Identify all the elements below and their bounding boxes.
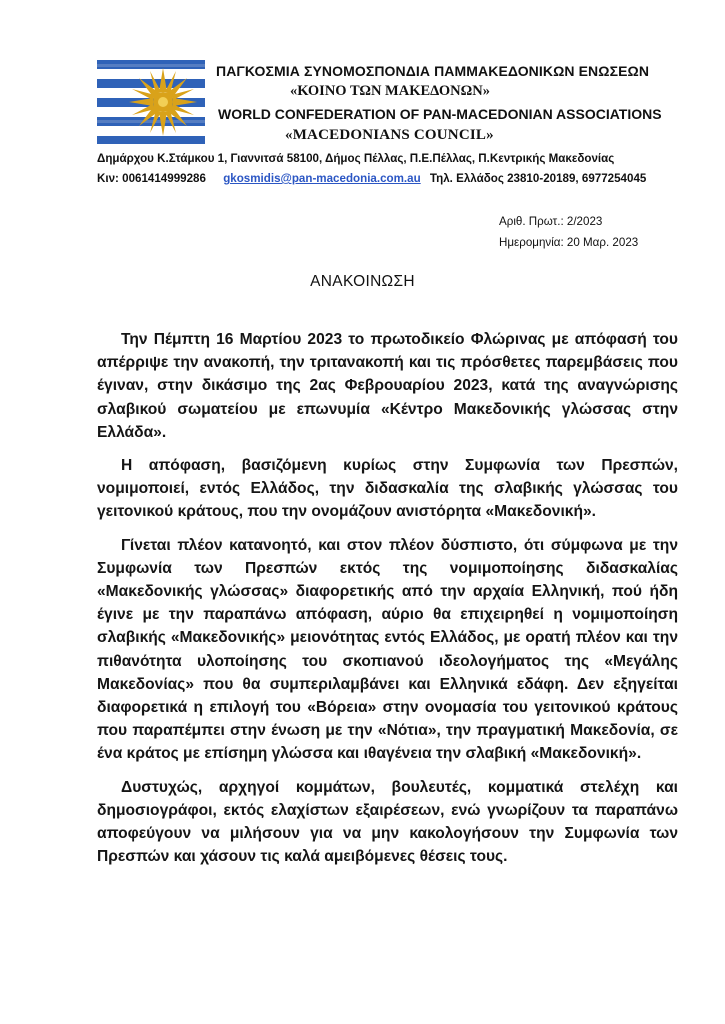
announcement-title: ΑΝΑΚΟΙΝΩΣΗ: [310, 273, 415, 290]
org-subtitle-greek: «ΚΟΙΝΟ ΤΩΝ ΜΑΚΕΔΟΝΩΝ»: [290, 83, 490, 99]
org-address: Δημάρχου Κ.Στάμκου 1, Γιαννιτσά 58100, Δήμος Πέλλας, Π.Ε.Πέλλας, Π.Κεντρικής Μακεδονίας: [97, 152, 615, 165]
protocol-number: Αριθ. Πρωτ.: 2/2023: [499, 215, 603, 228]
org-name-english: WORLD CONFEDERATION OF PAN-MACEDONIAN ASSOCIATIONS: [218, 106, 662, 122]
paragraph: Δυστυχώς, αρχηγοί κομμάτων, βουλευτές, κομματικά στελέχη και δημοσιογράφοι, εκτός ελαχίστων εξαιρέσεων, ενώ γνωρίζουν τα παραπάνω αποφεύγουν να μιλήσουν για να μην κακολογήσουν την Συμφωνία των Πρεσπών και χάσουν τις καλά αμειβόμενες θέσεις τους.: [97, 778, 678, 866]
contact-line: [97, 172, 646, 185]
org-subtitle-english: «MACEDONIANS COUNCIL»: [285, 127, 494, 143]
paragraph: Γίνεται πλέον κατανοητό, και στον πλέον δύσπιστο, ότι σύμφωνα με την Συμφωνία των Πρεσπών εκτός της νομιμοποίησης διδασκαλίας «Μακεδονικής γλώσσας» διαφορετικής από την αρχαία Ελληνική, πού ήδη έγινε με την παραπάνω απόφαση, αύριο θα επιχειρηθεί η νομιμοποίηση σλαβικής «Μακεδονικής» μειονότητας εντός Ελλάδος, με ορατή πλέον και την πιθανότητα υλοποίησης του σκοπιανού ιδεολογήματος της «Μεγάλης Μακεδονίας» που θα συμπεριλαμβάνει και Ελληνικά εδάφη. Δεν εξηγείται διαφορετικά η επιλογή του «Βόρεια» στην ονομασία του γειτονικού κράτους που παραπέμπει στην ένωση με την «Νότια», την πραγματική Μακεδονία, σε ένα κράτος με επίσημη γλώσσα και ιθαγένεια την σλαβική «Μακεδονική».: [97, 536, 678, 763]
phone-number: Τηλ. Ελλάδος 23810-20189, 6977254045: [429, 172, 647, 185]
document-date: Ημερομηνία: 20 Μαρ. 2023: [499, 236, 639, 249]
paragraph: Την Πέμπτη 16 Μαρτίου 2023 το πρωτοδικείο Φλώρινας με απόφασή του απέρριψε την ανακοπή, την τριτανακοπή και τις πρόσθετες παρεμβάσεις που έγιναν, στην δικάσιμο της 2ας Φεβρουαρίου 2023, κατά της αναγνώρισης σλαβικού σωματείου με επωνυμία «Κέντρο Μακεδονικής γλώσσας στην Ελλάδα».: [97, 331, 678, 441]
email-link[interactable]: gkosmidis@pan-macedonia.com.au: [223, 172, 421, 185]
paragraph: Η απόφαση, βασιζόμενη κυρίως στην Συμφωνία των Πρεσπών, νομιμοποιεί, εντός Ελλάδος, την διδασκαλία της σλαβικής γλώσσας του γειτονικού κράτους, που την ονομάζουν ανιστόρητα «Μακεδονική».: [97, 457, 678, 521]
mobile-number: Κιν: 0061414999286: [97, 172, 206, 185]
vergina-sun-flag-logo: [97, 60, 205, 144]
announcement-body: [97, 328, 678, 878]
org-name-greek: ΠΑΓΚΟΣΜΙΑ ΣΥΝΟΜΟΣΠΟΝΔΙΑ ΠΑΜΜΑΚΕΔΟΝΙΚΩΝ ΕΝΩΣΕΩΝ: [216, 63, 650, 79]
